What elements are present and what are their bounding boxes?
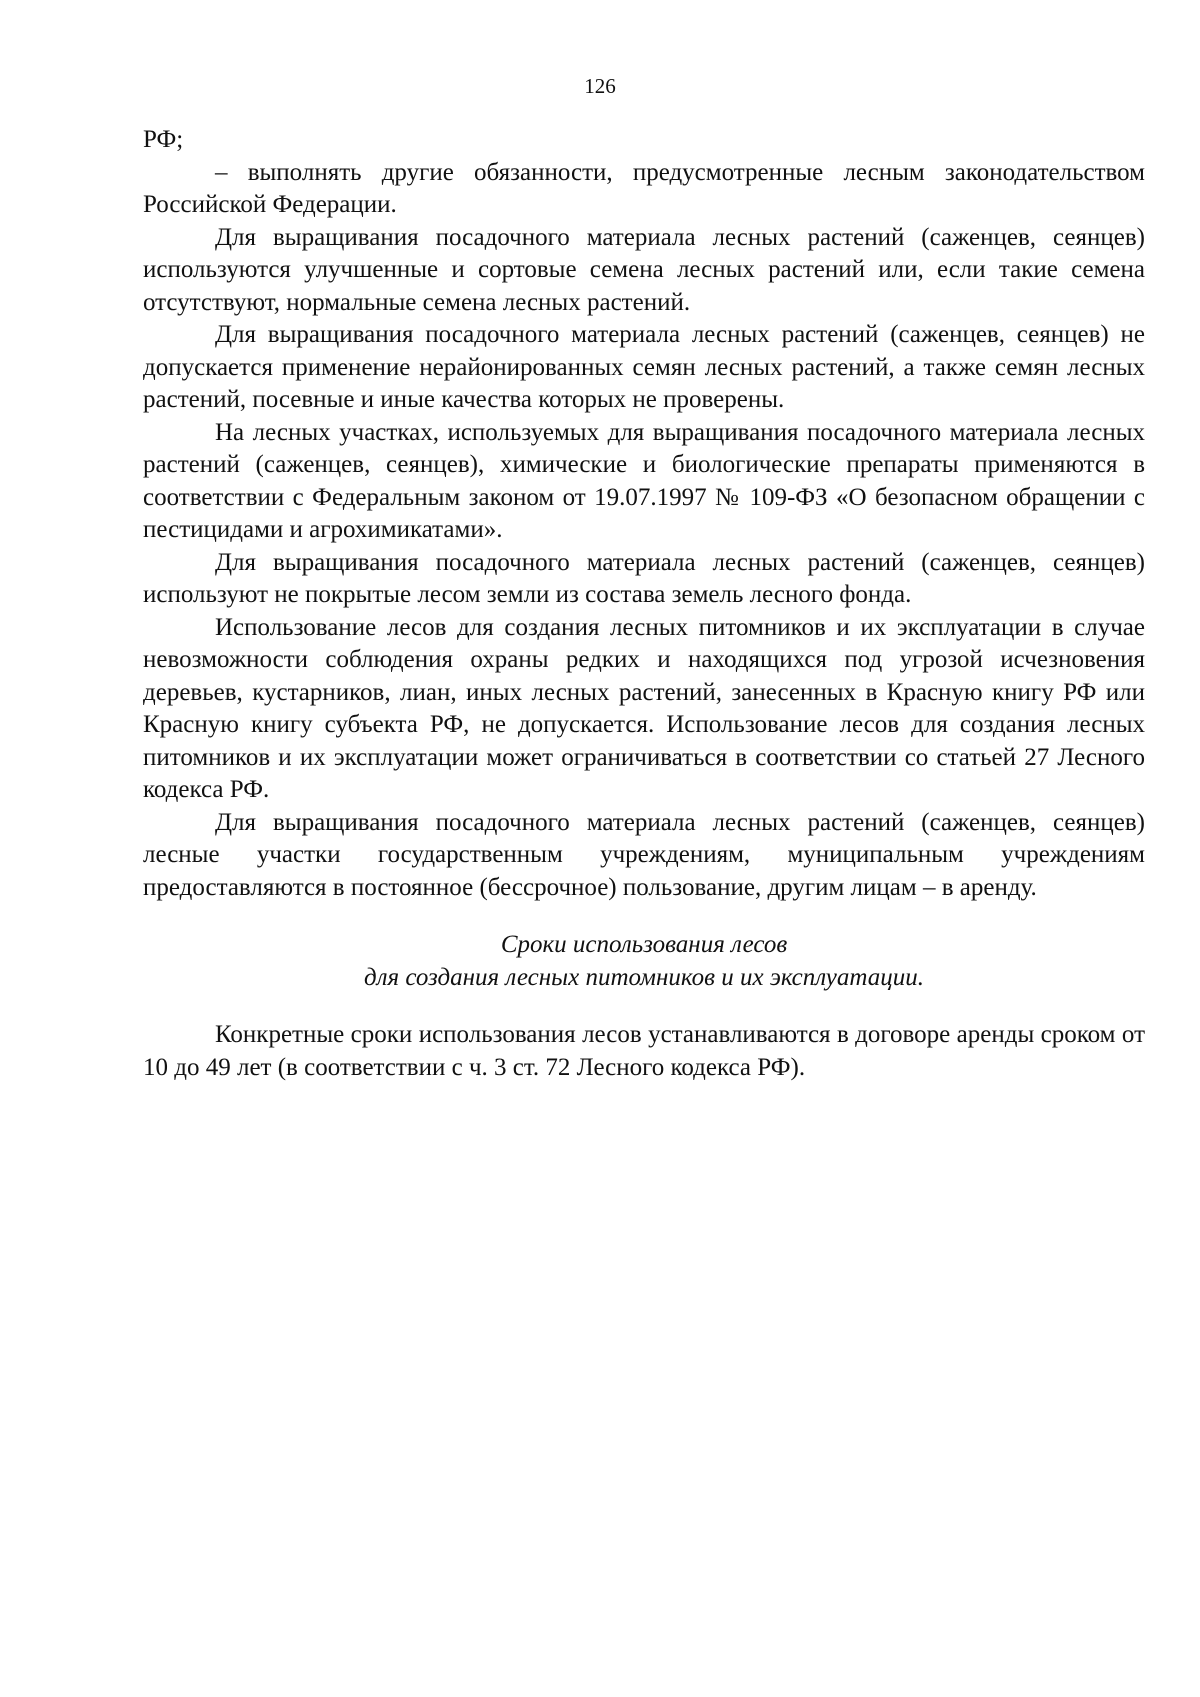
paragraph-obligations: – выполнять другие обязанности, предусмотренные лесным законодательством Российской Федерации. — [143, 158, 1145, 218]
document-body — [143, 124, 1145, 1084]
section-heading-line-1: Сроки использования лесов — [500, 931, 788, 958]
section-heading — [143, 929, 1145, 994]
section-heading-line-2: для создания лесных питомников и их эксплуатации. — [363, 963, 924, 991]
paragraph-lease-terms: Конкретные сроки использования лесов устанавливаются в договоре аренды сроком от 10 до 49 лет (в соответствии с ч. 3 ст. 72 Лесного кодекса РФ). — [143, 1021, 1145, 1081]
paragraph-land-provision: Для выращивания посадочного материала лесных растений (саженцев, сеянцев) лесные участки государственным учреждениям, муниципальным учреждениям предоставляются в постоянное (бессрочное) пользование, другим лицам – в аренду. — [143, 808, 1145, 901]
page-number: 126 — [584, 74, 616, 98]
paragraph-chemicals: На лесных участках, используемых для выращивания посадочного материала лесных растений (саженцев, сеянцев), химические и биологические препараты применяются в соответствии с Федеральным законом от 19.07.1997 № 109-ФЗ «О безопасном обращении с пестицидами и агрохимикатами». — [143, 418, 1145, 543]
paragraph-continuation: РФ; — [143, 126, 184, 153]
paragraph-seeds-used: Для выращивания посадочного материала лесных растений (саженцев, сеянцев) используются улучшенные и сортовые семена лесных растений или, если такие семена отсутствуют, нормальные семена лесных растений. — [143, 223, 1145, 316]
paragraph-seeds-forbidden: Для выращивания посадочного материала лесных растений (саженцев, сеянцев) не допускается применение нерайонированных семян лесных растений, а также семян лесных растений, посевные и иные качества которых не проверены. — [143, 321, 1145, 413]
paragraph-lands: Для выращивания посадочного материала лесных растений (саженцев, сеянцев) используют не покрытые лесом земли из состава земель лесного фонда. — [143, 548, 1145, 608]
paragraph-red-book: Использование лесов для создания лесных питомников и их эксплуатации в случае невозможности соблюдения охраны редких и находящихся под угрозой исчезновения деревьев, кустарников, лиан, иных лесных растений, занесенных в Красную книгу РФ или Красную книгу субъекта РФ, не допускается. Использование лесов для создания лесных питомников и их эксплуатации может ограничиваться в соответствии со статьей 27 Лесного кодекса РФ. — [143, 613, 1145, 803]
